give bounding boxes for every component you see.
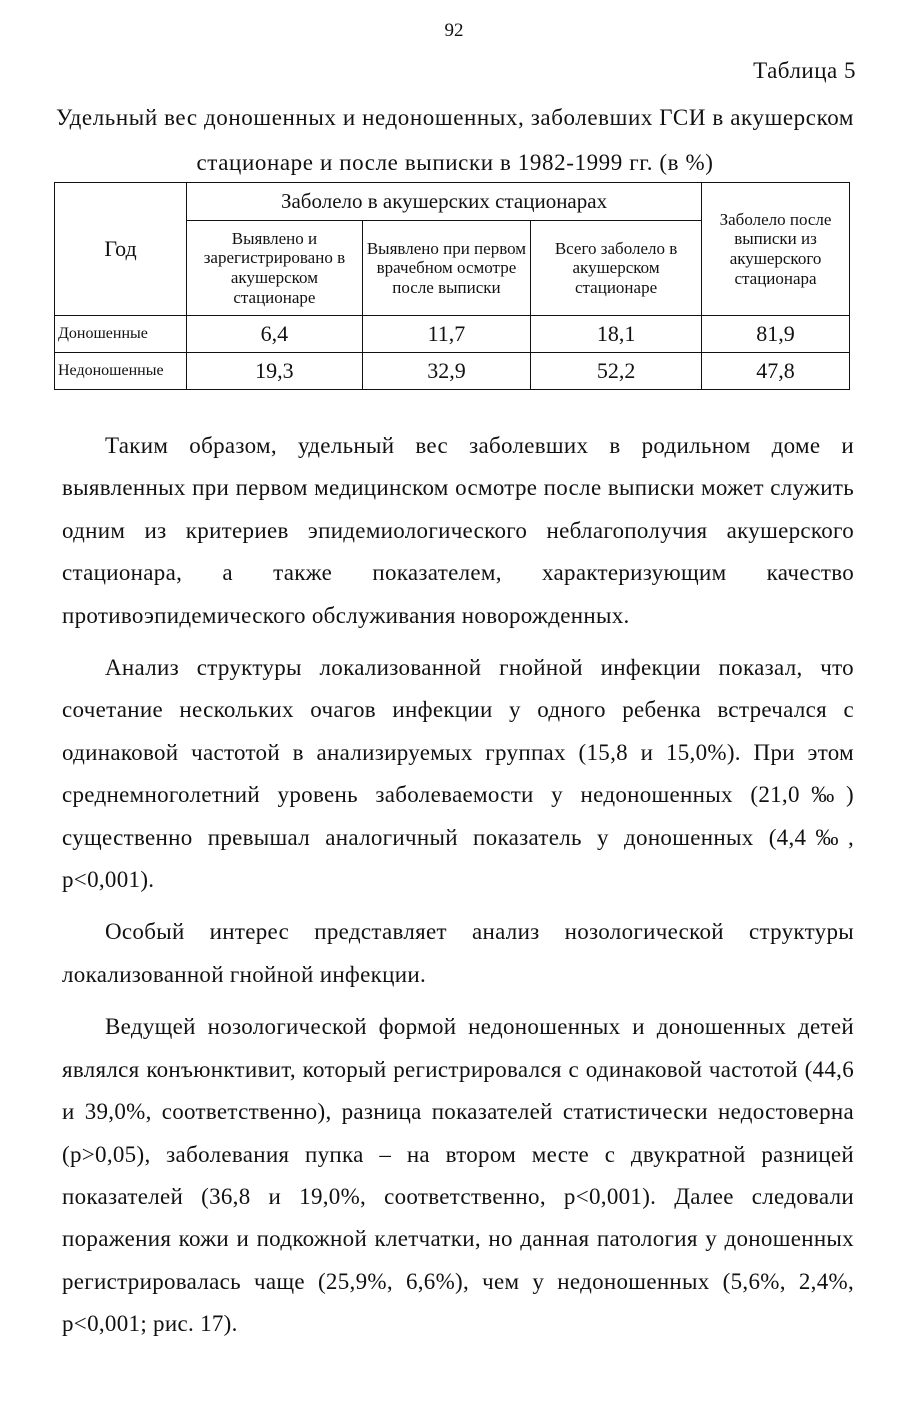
table-cell: 11,7	[362, 316, 530, 353]
table-cell: 81,9	[702, 316, 850, 353]
row-label: Недоношенные	[55, 353, 187, 390]
paragraph: Ведущей нозологической формой недоношенных и доношенных детей являлся конъюнктивит, который регистрировался с одинаковой частотой (44,6 и 39,0%, соответственно), разница показателей статистически недостоверна (p>0,05), заболевания пупка – на втором месте с двукратной разницей показателей (36,8 и 19,0%, соответственно, p<0,001). Далее следовали поражения кожи и подкожной клетчатки, но данная патология у доношенных регистрировалась чаще (25,9%, 6,6%), чем у недоношенных (5,6%, 2,4%, p<0,001; рис. 17).	[62, 1014, 854, 1337]
paragraph: Таким образом, удельный вес заболевших в родильном доме и выявленных при первом медицинском осмотре после выписки может служить одним из критериев эпидемиологического неблагополучия акушерского стационара, а также показателем, характеризующим качество противоэпидемического обслуживания новорожденных.	[62, 433, 854, 628]
header-group-hospital: Заболело в акушерских стационарах	[186, 183, 701, 221]
table-cell: 47,8	[702, 353, 850, 390]
header-detected-first-exam: Выявлено при первом врачебном осмотре после выписки	[362, 221, 530, 316]
table-label: Таблица 5	[753, 58, 856, 83]
table-cell: 18,1	[531, 316, 702, 353]
header-year: Год	[55, 183, 187, 316]
body-text	[62, 425, 854, 1356]
data-table	[54, 182, 850, 390]
table-cell: 6,4	[186, 316, 362, 353]
table-title: Удельный вес доношенных и недоношенных, заболевших ГСИ в акушерском стационаре и после выписки в 1982-1999 гг. (в %)	[55, 105, 855, 175]
table-row	[55, 316, 850, 353]
header-total-in-hospital: Всего заболело в акушерском стационаре	[531, 221, 702, 316]
table-cell: 19,3	[186, 353, 362, 390]
row-label: Доношенные	[55, 316, 187, 353]
table-cell: 52,2	[531, 353, 702, 390]
paragraph: Анализ структуры локализованной гнойной инфекции показал, что сочетание нескольких очагов инфекции у одного ребенка встречался с одинаковой частотой в анализируемых группах (15,8 и 15,0%). При этом среднемноголетний уровень заболеваемости у недоношенных (21,0‰) существенно превышал аналогичный показатель у доношенных (4,4‰, p<0,001).	[62, 655, 854, 893]
table-row	[55, 353, 850, 390]
header-after-discharge: Заболело после выписки из акушерского стационара	[702, 183, 850, 316]
header-registered-in-hospital: Выявлено и зарегистрировано в акушерском стационаре	[186, 221, 362, 316]
table-cell: 32,9	[362, 353, 530, 390]
table-header-row	[55, 183, 850, 221]
paragraph: Особый интерес представляет анализ нозологической структуры локализованной гнойной инфекции.	[62, 919, 854, 987]
page-number: 92	[444, 20, 464, 41]
